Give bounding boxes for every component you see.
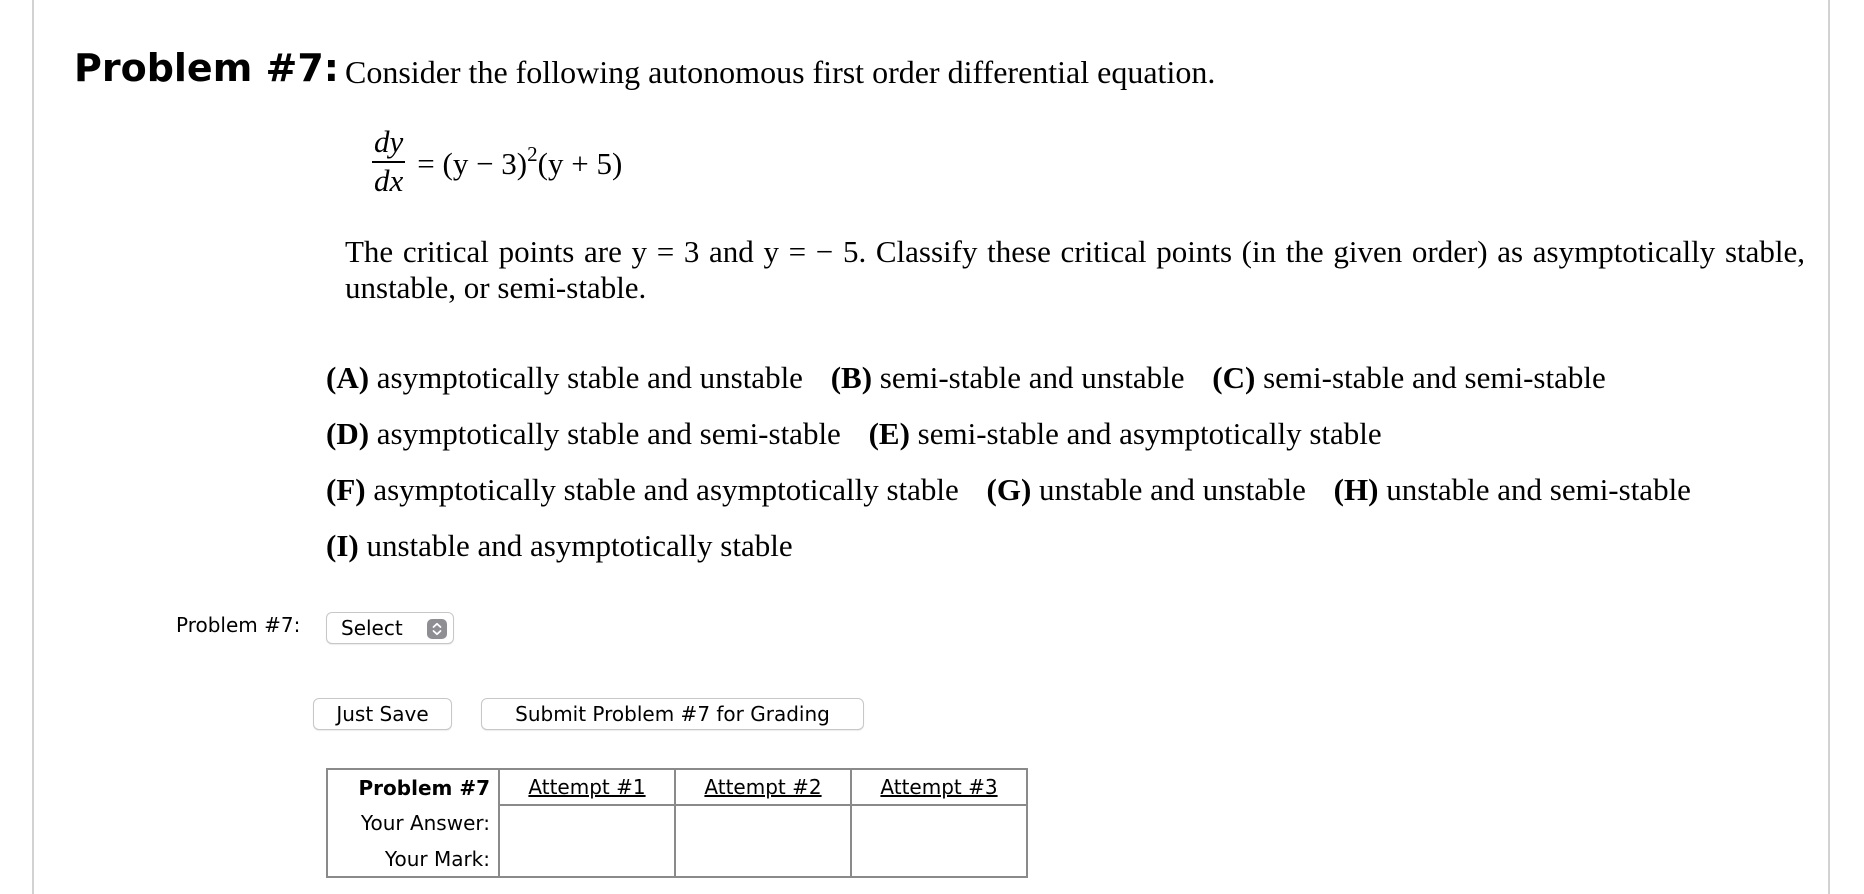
attempt-1-link[interactable]: Attempt #1 xyxy=(499,769,675,805)
answer-cell-3 xyxy=(851,805,1027,841)
choice-line xyxy=(326,358,1711,414)
mark-cell-2 xyxy=(675,841,851,877)
choice-b: (B) semi-stable and unstable xyxy=(830,360,1185,395)
select-arrows-icon xyxy=(427,619,447,639)
table-header-row xyxy=(327,769,1027,805)
problem-heading: Problem #7: xyxy=(74,46,339,90)
equation-exponent: 2 xyxy=(527,141,538,166)
problem-statement: The critical points are y = 3 and y = − 5. Classify these critical points (in the given order) as asymptotically stable, unstable, or semi-stable. xyxy=(345,234,1805,305)
submit-for-grading-button[interactable]: Submit Problem #7 for Grading xyxy=(481,698,864,730)
table-corner-label: Problem #7 xyxy=(327,769,499,805)
choice-d: (D) asymptotically stable and semi-stable xyxy=(326,416,841,451)
answer-cell-1 xyxy=(499,805,675,841)
answer-select-label: Problem #7: xyxy=(176,613,301,637)
just-save-button[interactable]: Just Save xyxy=(313,698,452,730)
choice-line xyxy=(326,470,1711,526)
choice-f: (F) asymptotically stable and asymptotically stable xyxy=(326,472,959,507)
answer-choices xyxy=(326,358,1711,582)
answer-select[interactable] xyxy=(326,612,454,644)
attempts-table xyxy=(326,768,1028,878)
derivative-fraction xyxy=(372,126,405,197)
attempt-3-link[interactable]: Attempt #3 xyxy=(851,769,1027,805)
your-mark-label: Your Mark: xyxy=(327,841,499,877)
mark-cell-1 xyxy=(499,841,675,877)
choice-a: (A) asymptotically stable and unstable xyxy=(326,360,803,395)
your-answer-label: Your Answer: xyxy=(327,805,499,841)
choice-h: (H) unstable and semi-stable xyxy=(1333,472,1691,507)
fraction-numerator: dy xyxy=(372,126,405,163)
problem-intro: Consider the following autonomous first order differential equation. xyxy=(345,54,1216,90)
equation-rhs xyxy=(417,142,622,182)
fraction-denominator: dx xyxy=(374,162,404,198)
answer-select-value: Select xyxy=(341,616,403,640)
mark-cell-3 xyxy=(851,841,1027,877)
choice-line xyxy=(326,526,1711,582)
differential-equation xyxy=(372,126,622,197)
choice-e: (E) semi-stable and asymptotically stable xyxy=(868,416,1382,451)
answer-cell-2 xyxy=(675,805,851,841)
choice-line xyxy=(326,414,1711,470)
attempt-2-link[interactable]: Attempt #2 xyxy=(675,769,851,805)
equation-rhs-part1: = (y − 3) xyxy=(417,145,528,181)
choice-c: (C) semi-stable and semi-stable xyxy=(1212,360,1606,395)
table-row xyxy=(327,841,1027,877)
choice-i: (I) unstable and asymptotically stable xyxy=(326,528,793,563)
table-row xyxy=(327,805,1027,841)
equation-rhs-part2: (y + 5) xyxy=(537,145,623,181)
choice-g: (G) unstable and unstable xyxy=(986,472,1306,507)
